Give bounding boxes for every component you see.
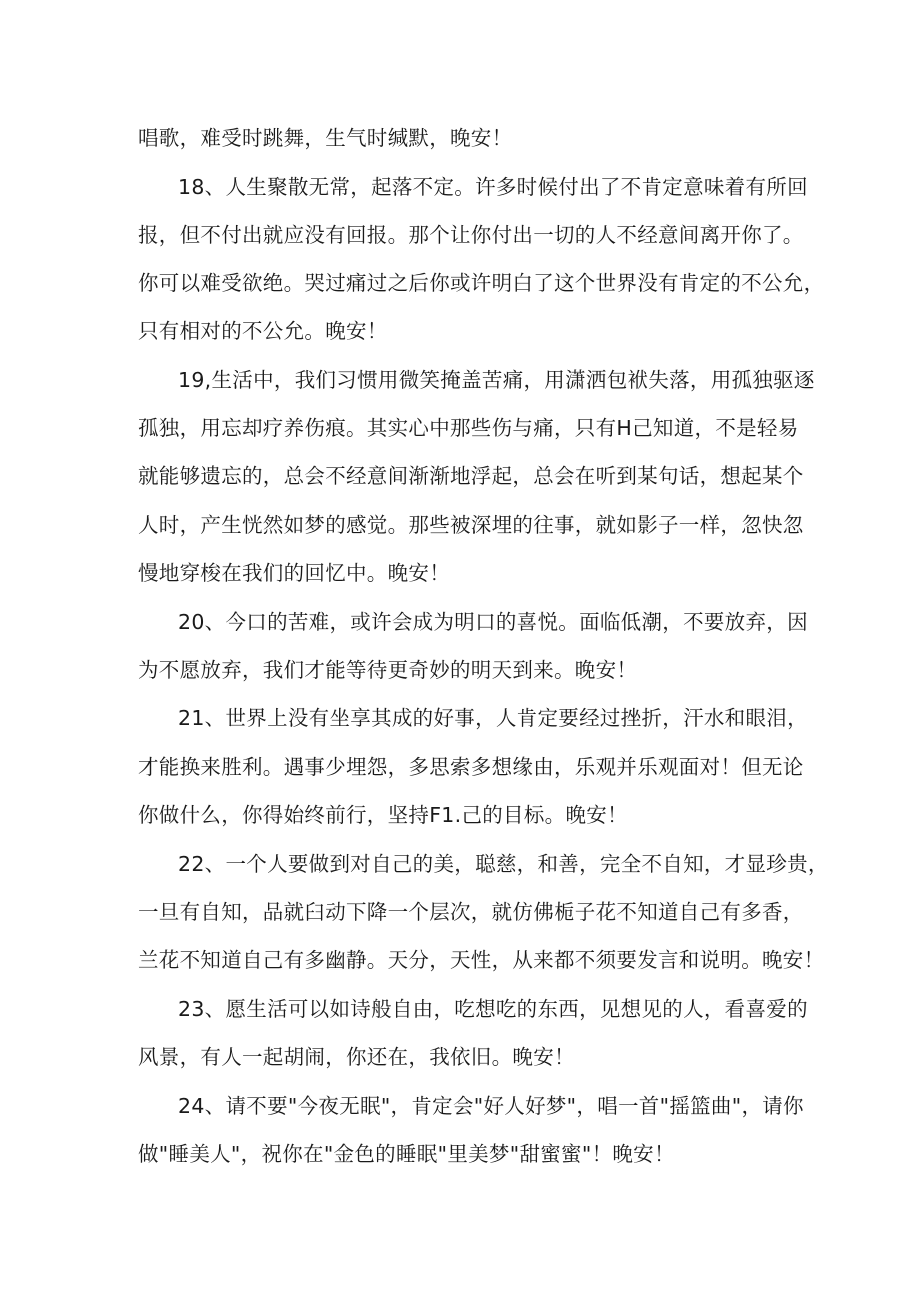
paragraph-22-line-1: 22、一个人要做到对自己的美，聪慈，和善，完全不自知，才显珍贵， bbox=[178, 852, 829, 876]
text-line: 唱歌，难受时跳舞，生气时缄默，晚安！ bbox=[138, 126, 513, 150]
text-line: 兰花不知道自己有多幽静。天分，天性，从来都不须要发言和说明。晚安！ bbox=[138, 948, 825, 972]
text-line: 风景，有人一起胡闹，你还在，我依旧。晚安！ bbox=[138, 1045, 575, 1069]
text-line: 一旦有自知，品就臼动下降一个层次，就仿佛栀子花不知道自己有多香， bbox=[138, 900, 804, 924]
text-line: 孤独，用忘却疗养伤痕。其实心中那些伤与痛，只有H己知道，不是轻易 bbox=[138, 416, 799, 440]
text-line: 慢地穿梭在我们的回忆中。晚安！ bbox=[138, 561, 450, 585]
text-line: 你做什么，你得始终前行，坚持F1.己的目标。晚安！ bbox=[138, 803, 628, 827]
paragraph-21-line-1: 21、世界上没有坐享其成的好事，人肯定要经过挫折，汗水和眼泪， bbox=[178, 706, 808, 730]
text-line: 才能换来胜利。遇事少埋怨，多思索多想缘由，乐观并乐观面对！但无论 bbox=[138, 755, 804, 779]
text-line: 报，但不付出就应没有回报。那个让你付出一切的人不经意间离开你了。 bbox=[138, 223, 804, 247]
paragraph-18-line-1: 18、人生聚散无常，起落不定。许多时候付出了不肯定意味着有所回 bbox=[178, 175, 808, 199]
paragraph-20-line-1: 20、今口的苦难，或许会成为明口的喜悦。面临低潮，不要放弃，因 bbox=[178, 610, 808, 634]
text-line: 做"睡美人"，祝你在"金色的睡眠"里美梦"甜蜜蜜"！晚安！ bbox=[138, 1142, 675, 1166]
paragraph-23-line-1: 23、愿生活可以如诗般自由，吃想吃的东西，见想见的人，看喜爱的 bbox=[178, 997, 808, 1021]
text-line: 只有相对的不公允。晚安！ bbox=[138, 319, 388, 343]
paragraph-24-line-1: 24、请不要"今夜无眠"，肯定会"好人好梦"，唱一首"摇篮曲"，请你 bbox=[178, 1094, 804, 1118]
text-line: 你可以难受欲绝。哭过痛过之后你或许明白了这个世界没有肯定的不公允， bbox=[138, 271, 825, 295]
text-line: 就能够遗忘的，总会不经意间渐渐地浮起，总会在听到某句话，想起某个 bbox=[138, 464, 804, 488]
paragraph-19-line-1: 19,生活中，我们习惯用微笑掩盖苦痛，用潇洒包袱失落，用孤独驱逐 bbox=[178, 368, 815, 392]
text-line: 人时，产生恍然如梦的感觉。那些被深埋的往事，就如影子一样，忽快忽 bbox=[138, 513, 804, 537]
text-line: 为不愿放弃，我们才能等待更奇妙的明天到来。晚安！ bbox=[138, 658, 638, 682]
